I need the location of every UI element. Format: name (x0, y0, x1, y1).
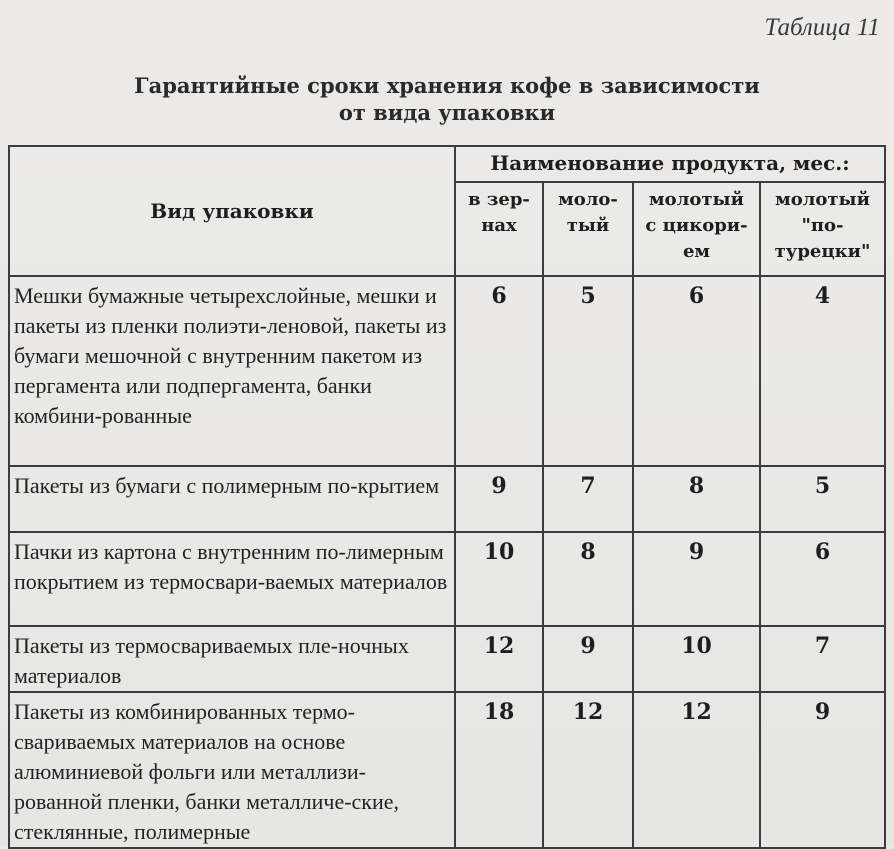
row-value-ground: 8 (543, 532, 633, 626)
header-row (9, 146, 885, 182)
row-value-ground-chicory: 10 (633, 626, 760, 692)
row-value-ground: 9 (543, 626, 633, 692)
table-title-line-1: Гарантийные сроки хранения кофе в зависимости (134, 73, 760, 98)
row-value-ground-chicory: 12 (633, 692, 760, 848)
table-title-line-2: от вида упаковки (338, 100, 556, 125)
row-value-ground-turkish: 5 (760, 466, 885, 532)
row-packaging-kind: Мешки бумажные четырехслойные, мешки и пакеты из пленки полиэти-леновой, пакеты из бумаги мешочной с внутренним пакетом из пергамента или подпергамента, банки комбини-рованные (9, 276, 455, 466)
row-value-ground-turkish: 9 (760, 692, 885, 848)
header-col-ground-turkish: молотый "по- турецки" (760, 182, 885, 276)
table-row (9, 692, 885, 848)
row-value-ground-chicory: 8 (633, 466, 760, 532)
storage-terms-table (8, 145, 886, 849)
row-value-ground-chicory: 9 (633, 532, 760, 626)
row-value-ground-chicory: 6 (633, 276, 760, 466)
table-row (9, 626, 885, 692)
row-value-beans: 9 (455, 466, 543, 532)
row-value-beans: 10 (455, 532, 543, 626)
row-value-ground-turkish: 4 (760, 276, 885, 466)
header-product-name: Наименование продукта, мес.: (455, 146, 885, 182)
header-col-ground-chicory: молотый с цикори- ем (633, 182, 760, 276)
row-value-ground-turkish: 7 (760, 626, 885, 692)
table-row (9, 276, 885, 466)
table-number: Таблица 11 (764, 14, 880, 41)
row-packaging-kind: Пакеты из комбинированных термо-свариваемых материалов на основе алюминиевой фольги или металлизи-рованной пленки, банки металличе-ские, стеклянные, полимерные (9, 692, 455, 848)
header-col-beans: в зер- нах (455, 182, 543, 276)
table-row (9, 466, 885, 532)
row-packaging-kind: Пакеты из термосвариваемых пле-ночных материалов (9, 626, 455, 692)
row-value-ground: 7 (543, 466, 633, 532)
row-packaging-kind: Пачки из картона с внутренним по-лимерным покрытием из термосвари-ваемых материалов (9, 532, 455, 626)
row-value-ground: 12 (543, 692, 633, 848)
row-value-beans: 6 (455, 276, 543, 466)
row-value-ground: 5 (543, 276, 633, 466)
row-value-ground-turkish: 6 (760, 532, 885, 626)
table-title (0, 72, 894, 126)
row-packaging-kind: Пакеты из бумаги с полимерным по-крытием (9, 466, 455, 532)
row-value-beans: 18 (455, 692, 543, 848)
row-value-beans: 12 (455, 626, 543, 692)
header-col-ground: моло- тый (543, 182, 633, 276)
header-packaging-type: Вид упаковки (9, 146, 455, 276)
table-row (9, 532, 885, 626)
